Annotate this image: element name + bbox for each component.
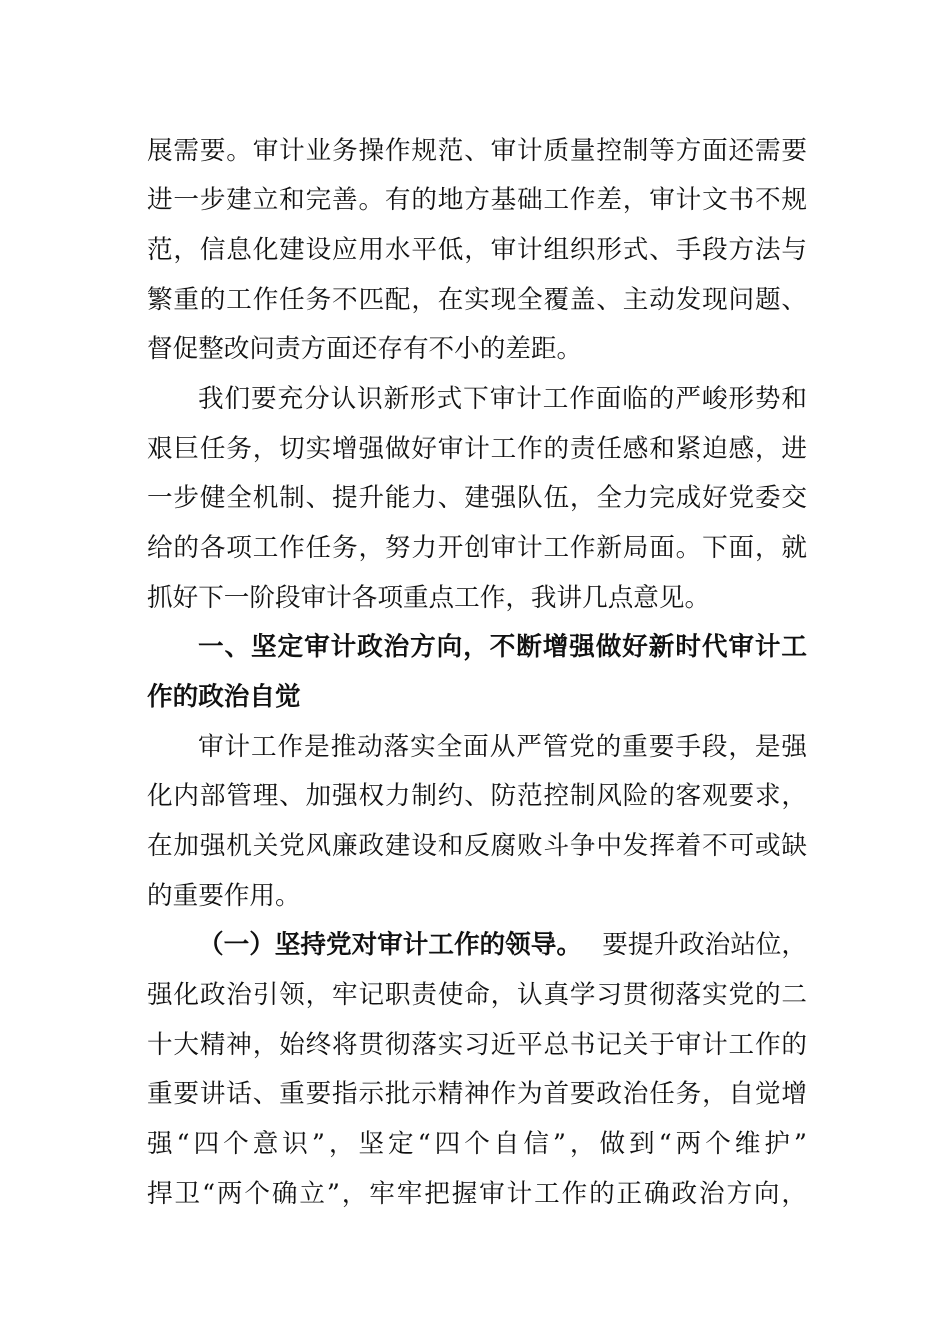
paragraph-line: 十大精神，始终将贯彻落实习近平总书记关于审计工作的 [147,1030,807,1060]
subsection-text: 要提升政治站位， [602,930,807,960]
paragraph-line: 艰巨任务，切实增强做好审计工作的责任感和紧迫感，进 [147,434,807,464]
paragraph-line: 给的各项工作任务，努力开创审计工作新局面。下面，就 [147,533,807,563]
paragraph-line: 强化政治引领，牢记职责使命，认真学习贯彻落实党的二 [147,980,807,1010]
section-heading-line: 作的政治自觉 [147,682,301,712]
paragraph-line: 展需要。审计业务操作规范、审计质量控制等方面还需要 [147,136,807,166]
paragraph-line: 在加强机关党风廉政建设和反腐败斗争中发挥着不可或缺 [147,831,807,861]
paragraph-line: 一步健全机制、提升能力、建强队伍，全力完成好党委交 [147,483,807,513]
paragraph-line: 强“四个意识”，坚定“四个自信”，做到“两个维护” [147,1129,807,1159]
paragraph-line: 繁重的工作任务不匹配，在实现全覆盖、主动发现问题、 [147,285,807,315]
paragraph-line: 我们要充分认识新形式下审计工作面临的严峻形势和 [198,384,807,414]
subsection-title: （一）坚持党对审计工作的领导。 [198,930,582,960]
paragraph-line: 抓好下一阶段审计各项重点工作，我讲几点意见。 [147,583,711,613]
paragraph-line: 的重要作用。 [147,881,301,911]
paragraph-line: 范，信息化建设应用水平低，审计组织形式、手段方法与 [147,235,807,265]
paragraph-line: 化内部管理、加强权力制约、防范控制风险的客观要求， [147,781,807,811]
paragraph-line: 督促整改问责方面还存有不小的差距。 [147,334,583,364]
paragraph-line: 进一步建立和完善。有的地方基础工作差，审计文书不规 [147,185,807,215]
paragraph-line: 捍卫“两个确立”，牢牢把握审计工作的正确政治方向， [147,1179,807,1209]
section-heading-line: 一、坚定审计政治方向，不断增强做好新时代审计工 [198,632,807,662]
paragraph-line: 审计工作是推动落实全面从严管党的重要手段，是强 [198,732,807,762]
paragraph-line: 重要讲话、重要指示批示精神作为首要政治任务，自觉增 [147,1079,807,1109]
subsection-line [198,927,807,963]
